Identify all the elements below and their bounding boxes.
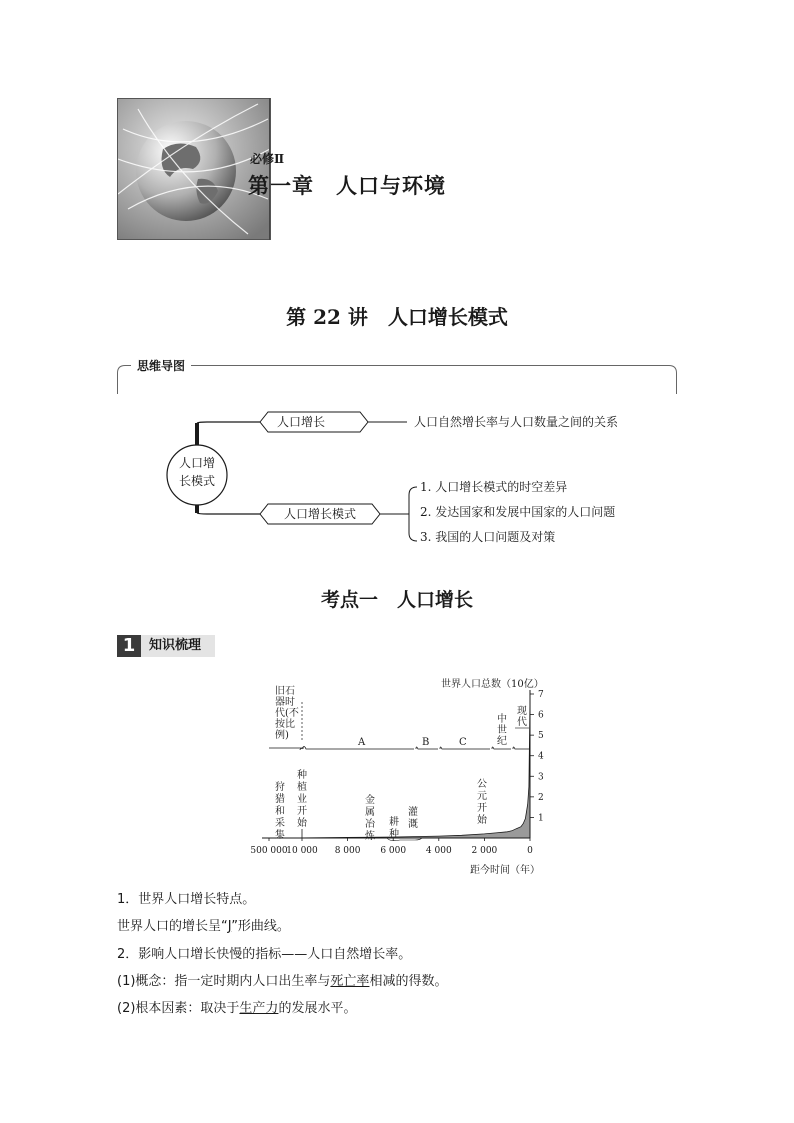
lecture-title: 第 22 讲 人口增长模式: [286, 305, 508, 329]
chart-title: 世界人口总数（10亿）: [441, 679, 544, 690]
period-a: A: [358, 737, 366, 748]
mindmap-diagram: [117, 395, 677, 555]
x-axis-label: 距今时间（年）: [470, 865, 540, 876]
y-tick-label: 5: [538, 731, 544, 742]
event-irrigation: 灌溉: [408, 807, 418, 830]
point-1-title: 1．世界人口增长特点。: [117, 892, 256, 907]
branch2-item-3: 3. 我国的人口问题及对策: [420, 530, 556, 544]
answer-death-rate: 死亡率: [330, 974, 370, 989]
y-tick-label: 1: [538, 813, 544, 824]
x-tick-label: 4 000: [425, 846, 452, 856]
branch2-item-1: 1. 人口增长模式的时空差异: [420, 480, 568, 494]
answer-productivity: 生产力: [239, 1001, 279, 1016]
chapter-title: 第一章 人口与环境: [248, 173, 446, 198]
mindmap-center-line2: 长模式: [178, 474, 216, 488]
y-tick-label: 6: [538, 710, 544, 721]
period-b: B: [422, 737, 430, 748]
x-tick-label: 6 000: [380, 846, 407, 856]
tag-label: 知识梳理: [141, 635, 215, 657]
mindmap-center-line1: 人口增: [178, 456, 216, 470]
chapter-divider: [269, 98, 270, 240]
mindmap-label: 思维导图: [131, 357, 191, 374]
tag-number: 1: [117, 635, 141, 657]
chapter-globe-image: [117, 98, 271, 240]
period-c: C: [459, 737, 467, 748]
globe-icon: [118, 99, 270, 239]
y-tick-label: 2: [538, 792, 544, 803]
x-tick-label: 10 000: [286, 846, 318, 856]
branch2-item-2: 2. 发达国家和发展中国家的人口问题: [420, 505, 616, 519]
branch1-item: 人口自然增长率与人口数量之间的关系: [414, 415, 619, 429]
branch2-label: 人口增长模式: [283, 507, 357, 521]
event-metal: 金属冶炼: [365, 795, 375, 842]
chapter-subtitle: 必修Ⅱ: [250, 152, 285, 166]
x-tick-label: 8 000: [334, 846, 361, 856]
population-chart: [240, 672, 560, 882]
event-ad-start: 公元开始: [477, 779, 487, 826]
point-2-concept: (1)概念：指一定时期内人口出生率与死亡率相减的得数。: [117, 974, 448, 989]
event-hunting: 狩猎和采集: [275, 782, 285, 841]
x-tick-label: 0: [527, 846, 533, 856]
y-tick-label: 3: [538, 772, 544, 783]
period-modern: 现代: [517, 706, 527, 728]
branch1-label: 人口增长: [276, 415, 326, 429]
answer-j: J: [227, 919, 232, 934]
x-tick-label: 2 000: [471, 846, 498, 856]
point-2-title: 2．影响人口增长快慢的指标——人口自然增长率。: [117, 947, 412, 962]
event-plowing: 耕种: [389, 817, 399, 840]
x-tick-label: 500 000: [250, 846, 288, 856]
section-title: 考点一 人口增长: [320, 589, 473, 611]
event-farming: 种植业开始: [297, 770, 307, 829]
point-2-root-cause: (2)根本因素：取决于生产力的发展水平。: [117, 1001, 357, 1016]
population-area: [269, 698, 530, 838]
point-1-body: 世界人口的增长呈“J”形曲线。: [117, 919, 290, 934]
y-tick-label: 7: [538, 690, 544, 700]
mindmap-frame: [117, 365, 677, 395]
period-medieval: 中世纪: [497, 714, 507, 747]
y-tick-label: 4: [538, 751, 544, 762]
period-paleolithic: 旧石器时代(不按比例): [275, 686, 299, 741]
